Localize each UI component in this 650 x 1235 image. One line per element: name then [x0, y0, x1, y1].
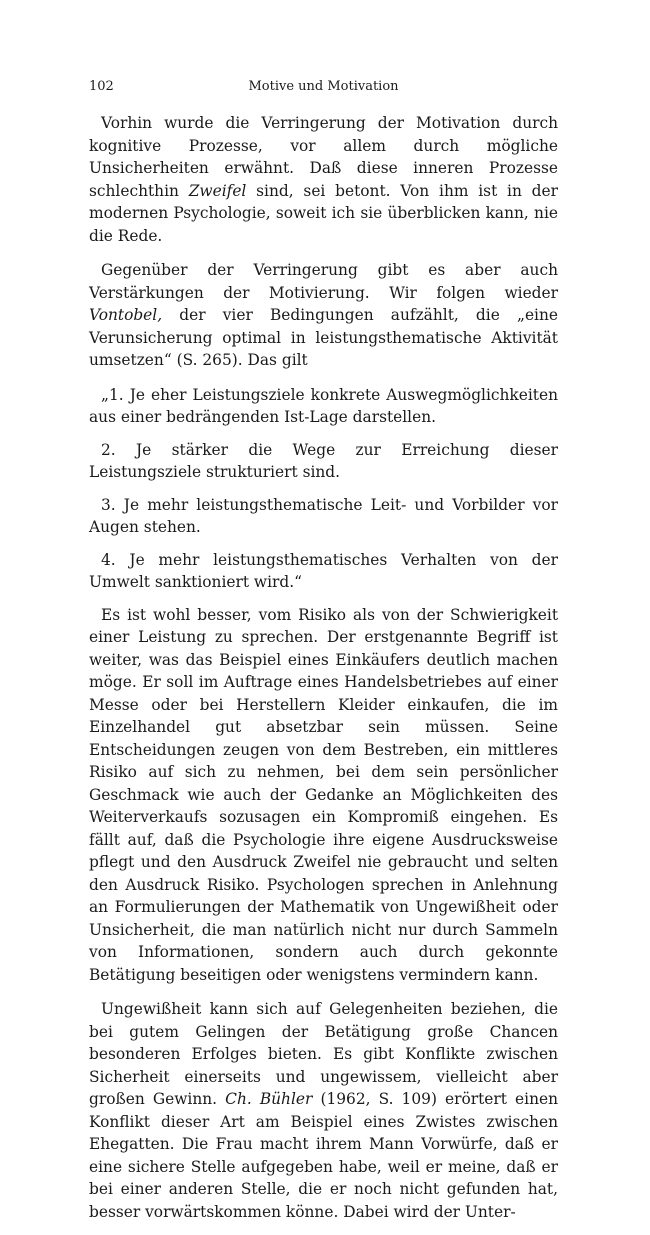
italic-text-segment: Ch. Bühler	[225, 1090, 313, 1108]
body-paragraph	[89, 112, 558, 247]
page-number: 102	[89, 79, 114, 94]
list-paragraph	[89, 439, 558, 484]
text-segment: „1. Je eher Leistungsziele konkrete Auswegmöglichkeiten aus einer bedrängenden Ist-Lage darstellen.	[89, 385, 558, 426]
text-segment: Es ist wohl besser, vom Risiko als von der Schwierigkeit einer Leistung zu sprechen. Der erstgenannte Begriff ist weiter, was das Beispiel eines Einkäufers deutlich machen möge. Er soll im Auftrage eines Handelsbetriebes auf einer Messe oder bei Herstellern Kleider einkaufen, die im Einzelhandel gut absetzbar sein müssen. Seine Entscheidungen zeugen von dem Bestreben, ein mittleres Risiko auf sich zu nehmen, bei dem sein persönlicher Geschmack wie auch der Gedanke an Möglichkeiten des Weiterverkaufs sozusagen ein Kompromiß eingehen. Es fällt auf, daß die Psychologie ihre eigene Ausdrucksweise pflegt und den Ausdruck Zweifel nie gebraucht und selten den Ausdruck Risiko. Psychologen sprechen in Anlehnung an Formulierungen der Mathematik von Ungewißheit oder Unsicherheit, die man natürlich nicht nur durch Sammeln von Informationen, sondern auch durch gekonnte Betätigung beseitigen oder wenigstens vermindern kann.	[89, 605, 558, 984]
book-page	[89, 76, 558, 1235]
running-head	[89, 76, 558, 98]
body-text	[89, 112, 558, 1223]
body-paragraph	[89, 604, 558, 987]
text-segment: Ungewißheit kann sich auf Gelegenheiten beziehen, die bei gutem Gelingen der Betätigung große Chancen besonderen Erfolges bieten. Es gibt Konflikte zwischen Sicherheit einerseits und ungewissem, vielleicht aber großen Gewinn.	[89, 1000, 558, 1108]
text-segment: Gegenüber der Verringerung gibt es aber auch Verstärkungen der Motivierung. Wir folgen wieder	[89, 261, 558, 302]
text-segment: 4. Je mehr leistungsthematisches Verhalten von der Umwelt sanktioniert wird.“	[89, 550, 558, 591]
italic-text-segment: Vontobel,	[89, 306, 163, 324]
text-segment: 2. Je stärker die Wege zur Erreichung dieser Leistungsziele strukturiert sind.	[89, 440, 558, 481]
text-segment: 3. Je mehr leistungsthematische Leit- und Vorbilder vor Augen stehen.	[89, 495, 558, 536]
body-paragraph	[89, 259, 558, 372]
text-segment: der vier Bedingungen aufzählt, die „eine Verunsicherung optimal in leistungsthematische Aktivität umsetzen“ (S. 265). Das gilt	[89, 306, 558, 369]
list-paragraph	[89, 549, 558, 594]
running-title: Motive und Motivation	[248, 79, 399, 94]
text-segment: sind, sei betont. Von ihm ist in der modernen Psychologie, soweit ich sie überblicken kann, nie die Rede.	[89, 181, 558, 245]
italic-text-segment: Zweifel	[188, 181, 247, 200]
text-segment: (1962, S. 109) erörtert einen Konflikt dieser Art am Beispiel eines Zwistes zwischen Ehegatten. Die Frau macht ihrem Mann Vorwürfe, daß er eine sichere Stelle aufgegeben habe, weil er meine, daß er bei einer anderen Stelle, die er noch nicht gefunden hat, besser vorwärtskommen könne. Dabei wird der Unter-	[89, 1090, 558, 1221]
list-paragraph	[89, 384, 558, 429]
list-paragraph	[89, 494, 558, 539]
body-paragraph	[89, 998, 558, 1223]
text-segment: Vorhin wurde die Verringerung der Motivation durch kognitive Prozesse, vor allem durch mögliche Unsicherheiten erwähnt. Daß diese inneren Prozesse schlechthin	[89, 114, 558, 200]
